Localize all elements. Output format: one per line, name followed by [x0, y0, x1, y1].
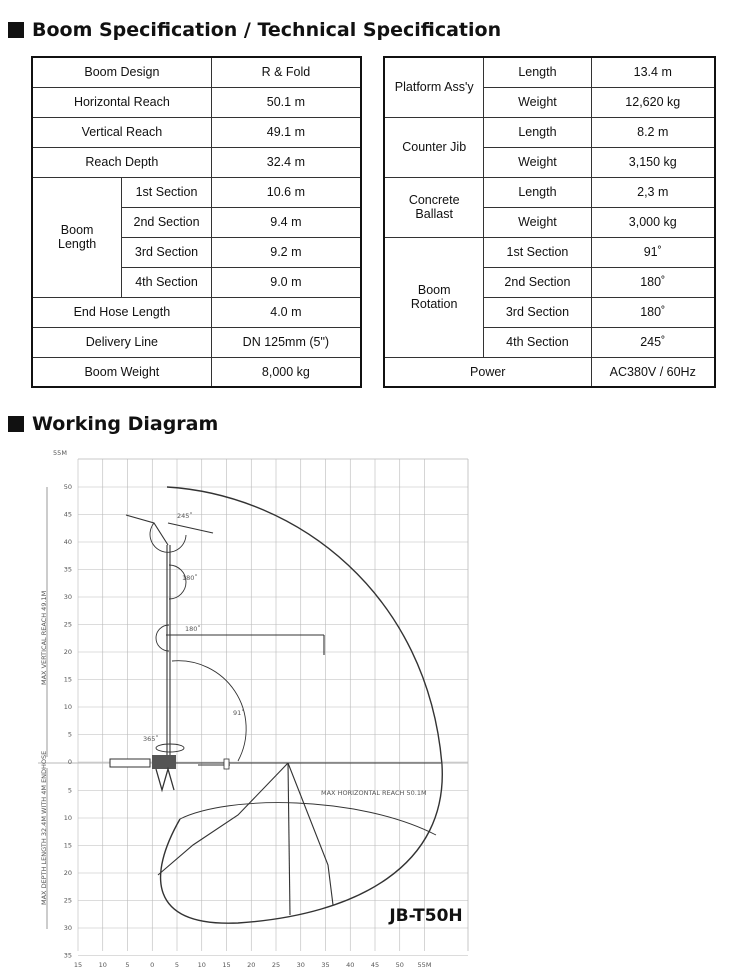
tick-label: 35 [63, 951, 72, 960]
tick-label: 15 [73, 961, 83, 969]
spec-label: End Hose Length [32, 297, 211, 327]
angle-label: 91˚ [233, 709, 245, 717]
technical-spec-table [383, 56, 716, 388]
spec-sublabel: 4th Section [484, 327, 591, 357]
spec-sublabel: 2nd Section [484, 267, 591, 297]
table-row [32, 117, 361, 147]
spec-group-label: Boom Length [32, 177, 122, 297]
table-row [32, 327, 361, 357]
table-row [32, 57, 361, 87]
spec-label: Horizontal Reach [32, 87, 211, 117]
spec-sublabel: Weight [484, 207, 591, 237]
tick-label: 30 [296, 961, 305, 969]
spec-value: 9.4 m [211, 207, 361, 237]
tick-label: 25 [63, 896, 72, 905]
spec-value: 50.1 m [211, 87, 361, 117]
spec-sublabel: Weight [484, 147, 591, 177]
tick-label: 35 [63, 565, 72, 574]
tick-label: 25 [63, 620, 72, 629]
table-row [384, 57, 715, 87]
tick-label: 25 [271, 961, 281, 969]
table-row [32, 297, 361, 327]
table-row [32, 357, 361, 387]
angle-label: 180˚ [185, 625, 201, 633]
spec-value: 8,000 kg [211, 357, 361, 387]
tick-label: 5 [174, 961, 180, 969]
spec-sublabel: 1st Section [122, 177, 212, 207]
spec-section-title: Boom Specification / Technical Specification [8, 16, 501, 44]
table-row [32, 147, 361, 177]
table-row [384, 177, 715, 207]
diagram-section-title: Working Diagram [8, 410, 218, 438]
tick-label: 35 [321, 961, 330, 969]
spec-value: 49.1 m [211, 117, 361, 147]
tick-label: 45 [370, 961, 380, 969]
spec-group-label: Platform Ass'y [384, 57, 484, 117]
max-depth-label: MAX DEPTH LENGTH 32.4M WITH 4M ENDHOSE [40, 750, 48, 905]
spec-sublabel: Length [484, 177, 591, 207]
spec-sublabel: 3rd Section [484, 297, 591, 327]
spec-value: 3,000 kg [591, 207, 715, 237]
tick-label: 20 [63, 869, 72, 877]
table-row [384, 117, 715, 147]
tick-label: 5 [125, 961, 130, 969]
tick-label: 10 [197, 961, 206, 969]
tick-label: 15 [222, 961, 231, 969]
angle-label: 365˚ [143, 735, 159, 743]
working-diagram [38, 445, 478, 971]
spec-value: 32.4 m [211, 147, 361, 177]
spec-label: Vertical Reach [32, 117, 211, 147]
spec-value: 91˚ [591, 237, 715, 267]
spec-value: 8.2 m [591, 117, 715, 147]
tick-label: 55M [417, 961, 432, 969]
spec-label: Reach Depth [32, 147, 211, 177]
spec-sublabel: Length [484, 57, 591, 87]
table-row [32, 87, 361, 117]
tick-label: 45 [63, 510, 72, 519]
max-vertical-reach-label: MAX VERTICAL REACH 49.1M [40, 590, 48, 685]
spec-group-label: Concrete Ballast [384, 177, 484, 237]
spec-value: 12,620 kg [591, 87, 715, 117]
spec-sublabel: 1st Section [484, 237, 591, 267]
max-horizontal-reach-label: MAX HORIZONTAL REACH 50.1M [321, 789, 427, 797]
tick-label: 40 [346, 961, 355, 969]
tick-label: 20 [247, 961, 256, 969]
tick-label: 10 [63, 814, 72, 822]
top-corner-label: 55M [53, 449, 67, 457]
tick-label: 15 [63, 675, 72, 684]
model-label: JB-T50H [389, 906, 463, 926]
tick-label: 20 [63, 648, 72, 656]
tick-label: 15 [63, 841, 72, 850]
tick-label: 50 [63, 483, 72, 491]
spec-label: Boom Weight [32, 357, 211, 387]
angle-label: 180˚ [182, 574, 198, 582]
tick-label: 5 [67, 786, 72, 795]
tick-label: 5 [67, 730, 72, 739]
table-row [384, 237, 715, 267]
tick-label: 30 [63, 924, 72, 932]
tick-label: 50 [395, 961, 404, 969]
spec-group-label: Boom Rotation [384, 237, 484, 357]
spec-value: 180˚ [591, 297, 715, 327]
spec-value: 9.2 m [211, 237, 361, 267]
square-bullet-icon [8, 416, 24, 432]
tick-label: 40 [63, 538, 72, 546]
spec-value: R & Fold [211, 57, 361, 87]
spec-sublabel: 3rd Section [122, 237, 212, 267]
spec-sublabel: 2nd Section [122, 207, 212, 237]
spec-value: 4.0 m [211, 297, 361, 327]
spec-value: 180˚ [591, 267, 715, 297]
tick-label: 10 [98, 961, 107, 969]
spec-sublabel: Weight [484, 87, 591, 117]
spec-label: Power [384, 357, 591, 387]
spec-value: DN 125mm (5") [211, 327, 361, 357]
tick-label: 0 [150, 961, 155, 969]
table-row [384, 357, 715, 387]
spec-value: 2,3 m [591, 177, 715, 207]
spec-value: 245˚ [591, 327, 715, 357]
spec-value: AC380V / 60Hz [591, 357, 715, 387]
spec-value: 13.4 m [591, 57, 715, 87]
square-bullet-icon [8, 22, 24, 38]
spec-value: 10.6 m [211, 177, 361, 207]
spec-sublabel: 4th Section [122, 267, 212, 297]
tick-label: 30 [63, 593, 72, 601]
spec-label: Delivery Line [32, 327, 211, 357]
spec-value: 3,150 kg [591, 147, 715, 177]
table-row [32, 177, 361, 207]
spec-group-label: Counter Jib [384, 117, 484, 177]
spec-label: Boom Design [32, 57, 211, 87]
tick-label: 10 [63, 703, 72, 711]
tick-label: 0 [67, 758, 72, 766]
spec-value: 9.0 m [211, 267, 361, 297]
spec-sublabel: Length [484, 117, 591, 147]
angle-label: 245˚ [177, 512, 193, 520]
boom-spec-table [31, 56, 362, 388]
